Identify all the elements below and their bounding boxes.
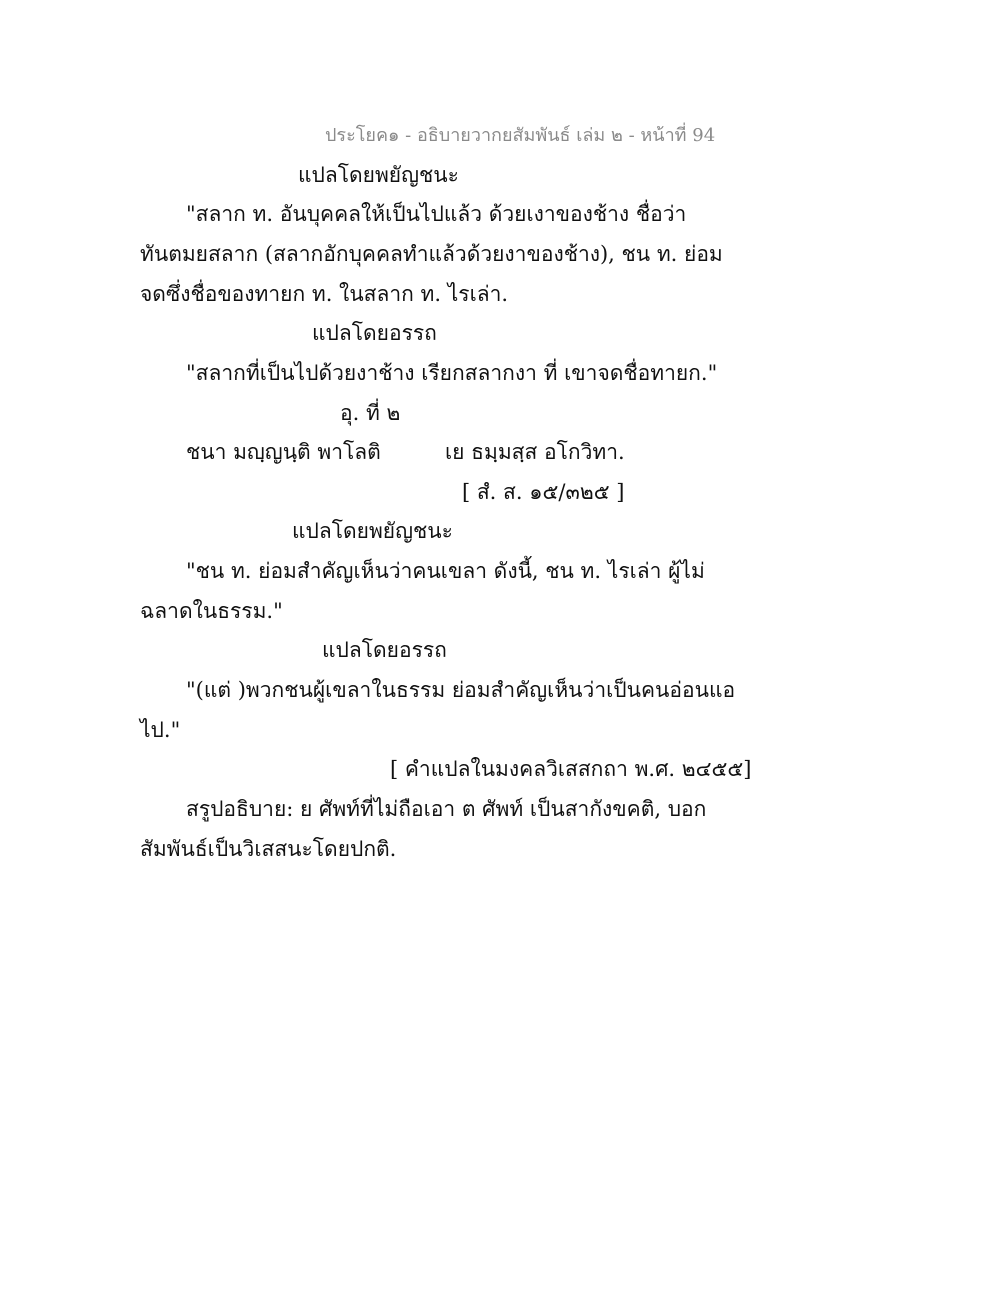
paragraph-line: ฉลาดในธรรม." xyxy=(140,599,283,623)
section-heading-literal-1: แปลโดยพยัญชนะ xyxy=(298,163,459,187)
page-header: ประโยค๑ - อธิบายวากยสัมพันธ์ เล่ม ๒ - หน้าที่ 94 xyxy=(325,125,716,146)
summary-line: สรูปอธิบาย: ย ศัพท์ที่ไม่ถือเอา ต ศัพท์ เป็นสากังขคติ, บอก xyxy=(186,797,707,821)
section-heading-meaning-2: แปลโดยอรรถ xyxy=(322,638,447,662)
paragraph-line: "(แต่ )พวกชนผู้เขลาในธรรม ย่อมสำคัญเห็นว่าเป็นคนอ่อนแอ xyxy=(186,678,736,702)
summary-line: สัมพันธ์เป็นวิเสสนะโดยปกติ. xyxy=(140,837,397,861)
paragraph-line: ทันตมยสลาก (สลากอักบุคคลทำแล้วด้วยงาของช้าง), ชน ท. ย่อม xyxy=(140,242,723,266)
paragraph-line: "ชน ท. ย่อมสำคัญเห็นว่าคนเขลา ดังนี้, ชน ท. ไรเล่า ผู้ไม่ xyxy=(186,559,705,583)
example-heading: อุ. ที่ ๒ xyxy=(340,401,401,425)
section-heading-literal-2: แปลโดยพยัญชนะ xyxy=(292,519,453,543)
verse-reference: [ สํ. ส. ๑๕/๓๒๕ ] xyxy=(462,480,625,504)
translation-reference: [ คำแปลในมงคลวิเสสกถา พ.ศ. ๒๔๕๕] xyxy=(390,757,752,781)
paragraph-line: "สลากที่เป็นไปด้วยงาช้าง เรียกสลากงา ที่ เขาจดชื่อทายก." xyxy=(186,361,718,385)
paragraph-line: "สลาก ท. อันบุคคลให้เป็นไปแล้ว ด้วยเงาของช้าง ชื่อว่า xyxy=(186,202,687,226)
section-heading-meaning-1: แปลโดยอรรถ xyxy=(312,321,437,345)
paragraph-line: จดซึ่งชื่อของทายก ท. ในสลาก ท. ไรเล่า. xyxy=(140,282,509,306)
paragraph-line: ไป." xyxy=(140,718,181,742)
verse-left: ชนา มญฺญนฺติ พาโลติ xyxy=(186,440,381,464)
verse-right: เย ธมฺมสฺส อโกวิทา. xyxy=(445,440,625,464)
